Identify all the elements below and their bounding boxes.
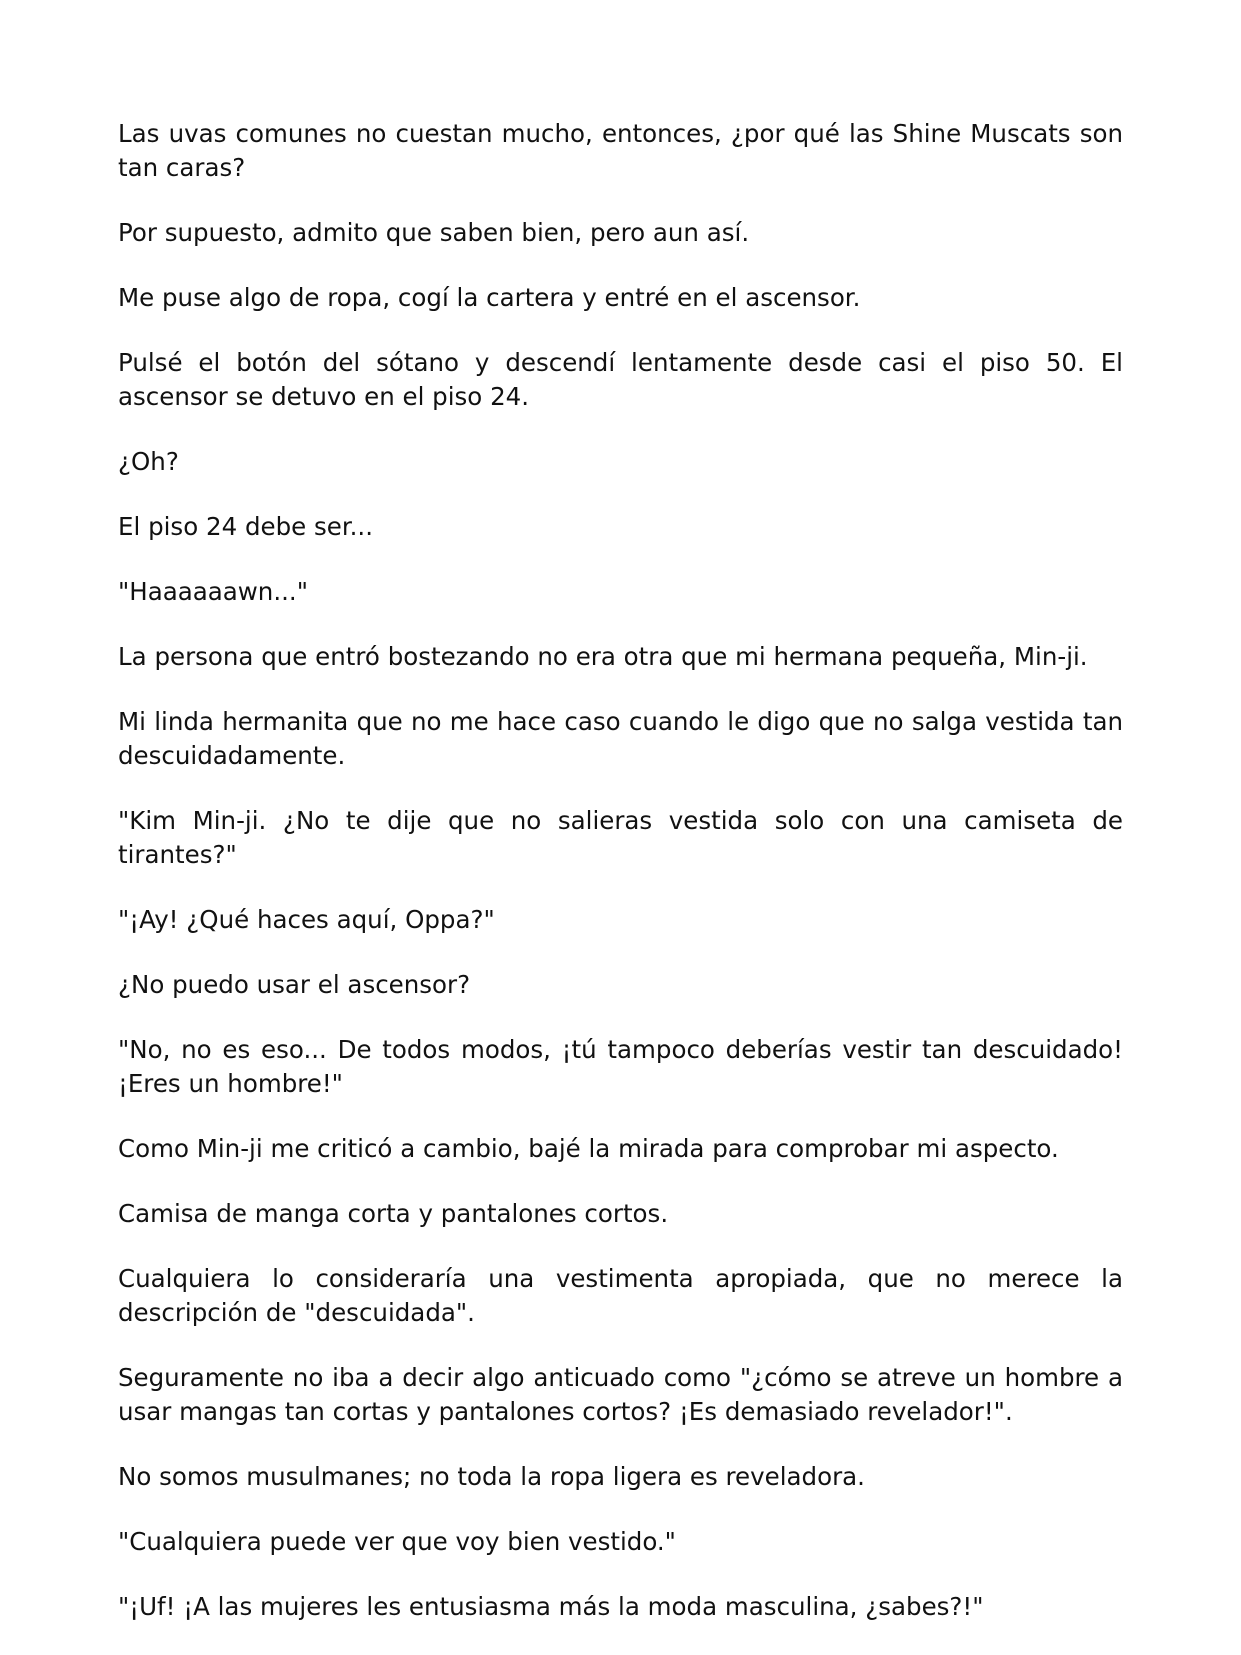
paragraph: La persona que entró bostezando no era otra que mi hermana pequeña, Min-ji. bbox=[118, 642, 1088, 671]
paragraph: Cualquiera lo consideraría una vestimenta apropiada, que no merece la descripción de "descuidada". bbox=[118, 1264, 1123, 1327]
document-body bbox=[118, 117, 1123, 1655]
paragraph: "Haaaaaawn..." bbox=[118, 577, 308, 606]
paragraph: ¿No puedo usar el ascensor? bbox=[118, 970, 471, 999]
paragraph: El piso 24 debe ser... bbox=[118, 512, 374, 541]
paragraph: "Cualquiera puede ver que voy bien vestido." bbox=[118, 1527, 676, 1556]
paragraph: Camisa de manga corta y pantalones cortos. bbox=[118, 1199, 669, 1228]
paragraph: "No, no es eso... De todos modos, ¡tú tampoco deberías vestir tan descuidado! ¡Eres un hombre!" bbox=[118, 1035, 1123, 1098]
paragraph: "¡Ay! ¿Qué haces aquí, Oppa?" bbox=[118, 905, 495, 934]
paragraph: Mi linda hermanita que no me hace caso cuando le digo que no salga vestida tan descuidadamente. bbox=[118, 707, 1123, 770]
paragraph: Me puse algo de ropa, cogí la cartera y entré en el ascensor. bbox=[118, 283, 861, 312]
paragraph: "Kim Min-ji. ¿No te dije que no salieras vestida solo con una camiseta de tirantes?" bbox=[118, 806, 1123, 869]
paragraph: Pulsé el botón del sótano y descendí lentamente desde casi el piso 50. El ascensor se detuvo en el piso 24. bbox=[118, 348, 1123, 411]
paragraph: Las uvas comunes no cuestan mucho, entonces, ¿por qué las Shine Muscats son tan caras? bbox=[118, 119, 1123, 182]
paragraph: No somos musulmanes; no toda la ropa ligera es reveladora. bbox=[118, 1462, 865, 1491]
paragraph: Por supuesto, admito que saben bien, pero aun así. bbox=[118, 218, 750, 247]
paragraph: Como Min-ji me criticó a cambio, bajé la mirada para comprobar mi aspecto. bbox=[118, 1134, 1059, 1163]
paragraph: "¡Uf! ¡A las mujeres les entusiasma más la moda masculina, ¿sabes?!" bbox=[118, 1592, 984, 1621]
paragraph: ¿Oh? bbox=[118, 447, 179, 476]
paragraph: Seguramente no iba a decir algo anticuado como "¿cómo se atreve un hombre a usar mangas tan cortas y pantalones cortos? ¡Es demasiado revelador!". bbox=[118, 1363, 1123, 1426]
